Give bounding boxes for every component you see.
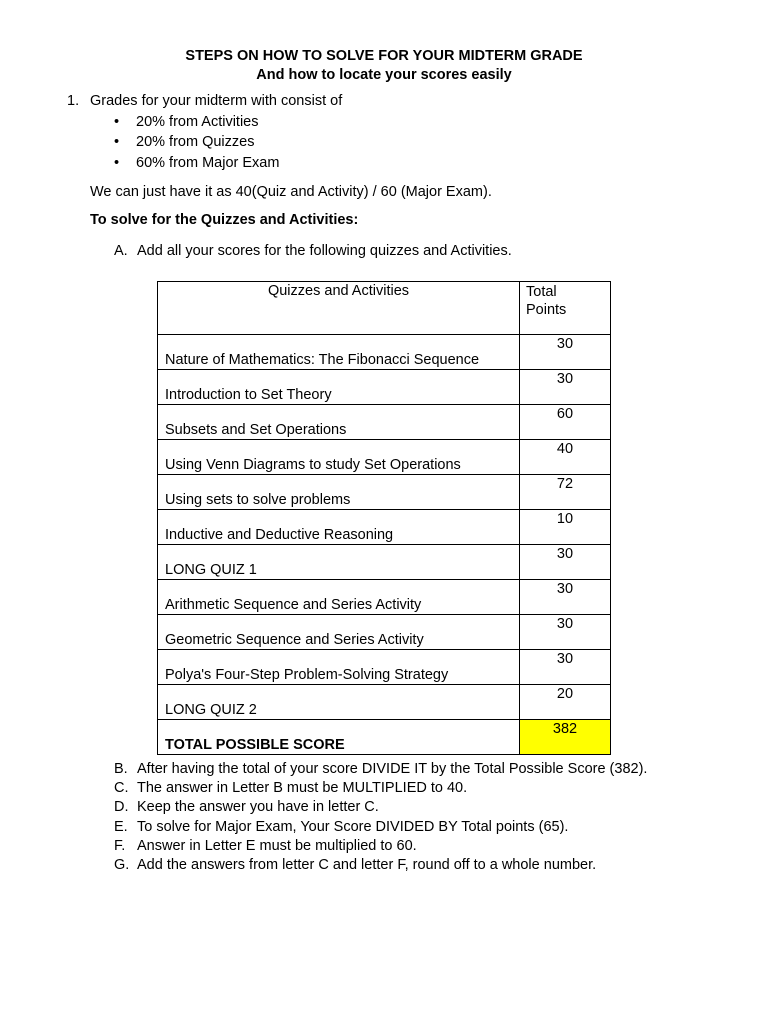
document-subtitle: And how to locate your scores easily (256, 67, 512, 83)
section-heading: To solve for the Quizzes and Activities: (90, 212, 359, 228)
activity-points: 40 (520, 440, 611, 475)
step-a-text: Add all your scores for the following quizzes and Activities. (137, 243, 512, 259)
list-item: • 20% from Activities (114, 112, 279, 132)
activity-name: Subsets and Set Operations (158, 405, 520, 440)
step-text: Answer in Letter E must be multiplied to 60. (137, 837, 417, 854)
summary-text: We can just have it as 40(Quiz and Activity) / 60 (Major Exam). (90, 184, 492, 200)
table-row (158, 405, 611, 440)
step-mark: B. (114, 761, 128, 777)
step-text: To solve for Major Exam, Your Score DIVIDED BY Total points (65). (137, 818, 569, 835)
step-mark: D. (114, 799, 129, 816)
step-mark: C. (114, 780, 129, 797)
step-mark: G. (114, 856, 130, 873)
table-row (158, 475, 611, 510)
step-text: The answer in Letter B must be MULTIPLIED to 40. (137, 780, 468, 797)
scores-table (157, 281, 611, 755)
total-label: TOTAL POSSIBLE SCORE (158, 720, 520, 755)
table-row (158, 335, 611, 370)
table-row (158, 545, 611, 580)
table-total-row (158, 720, 611, 755)
step-text: Add the answers from letter C and letter F, round off to a whole number. (137, 856, 597, 873)
activity-name: LONG QUIZ 1 (158, 545, 520, 580)
table-row (158, 580, 611, 615)
list-item (114, 798, 647, 817)
list-item (114, 837, 647, 856)
list-item (114, 760, 647, 779)
activity-name: Polya's Four-Step Problem-Solving Strategy (158, 650, 520, 685)
activity-points: 30 (520, 335, 611, 370)
table-row (158, 615, 611, 650)
activity-name: Geometric Sequence and Series Activity (158, 615, 520, 650)
table-header-points (520, 282, 611, 335)
activity-name: Inductive and Deductive Reasoning (158, 510, 520, 545)
item-1-text: Grades for your midterm with consist of (90, 93, 343, 109)
activity-points: 30 (520, 615, 611, 650)
list-item (114, 856, 647, 875)
list-item (114, 818, 647, 837)
activity-name: Introduction to Set Theory (158, 370, 520, 405)
step-a-mark: A. (114, 243, 128, 259)
activity-name: LONG QUIZ 2 (158, 685, 520, 720)
table-header-points-line1: Total (526, 284, 557, 300)
grade-components-list (114, 112, 279, 173)
total-value-highlighted: 382 (520, 720, 611, 755)
list-item (114, 779, 647, 798)
activity-points: 30 (520, 370, 611, 405)
activity-name: Using Venn Diagrams to study Set Operations (158, 440, 520, 475)
step-text: Keep the answer you have in letter C. (137, 799, 379, 816)
step-mark: E. (114, 818, 128, 835)
document-title: STEPS ON HOW TO SOLVE FOR YOUR MIDTERM GRADE (185, 48, 583, 64)
table-row (158, 370, 611, 405)
activity-name: Arithmetic Sequence and Series Activity (158, 580, 520, 615)
table-header-row (158, 282, 611, 335)
activity-points: 30 (520, 545, 611, 580)
activity-points: 72 (520, 475, 611, 510)
item-1-number: 1. (67, 93, 80, 109)
table-row (158, 510, 611, 545)
list-item: • 60% from Major Exam (114, 153, 279, 173)
table-row (158, 440, 611, 475)
list-item: • 20% from Quizzes (114, 132, 279, 152)
table-header-points-line2: Points (526, 302, 567, 318)
activity-points: 10 (520, 510, 611, 545)
table-row (158, 685, 611, 720)
table-row (158, 650, 611, 685)
steps-list (114, 760, 647, 875)
table-header-activities: Quizzes and Activities (158, 282, 520, 335)
activity-points: 60 (520, 405, 611, 440)
step-text: After having the total of your score DIVIDE IT by the Total Possible Score (382). (137, 761, 648, 777)
activity-points: 30 (520, 650, 611, 685)
activity-points: 30 (520, 580, 611, 615)
step-mark: F. (114, 837, 126, 854)
activity-name: Using sets to solve problems (158, 475, 520, 510)
activity-name: Nature of Mathematics: The Fibonacci Sequence (158, 335, 520, 370)
activity-points: 20 (520, 685, 611, 720)
